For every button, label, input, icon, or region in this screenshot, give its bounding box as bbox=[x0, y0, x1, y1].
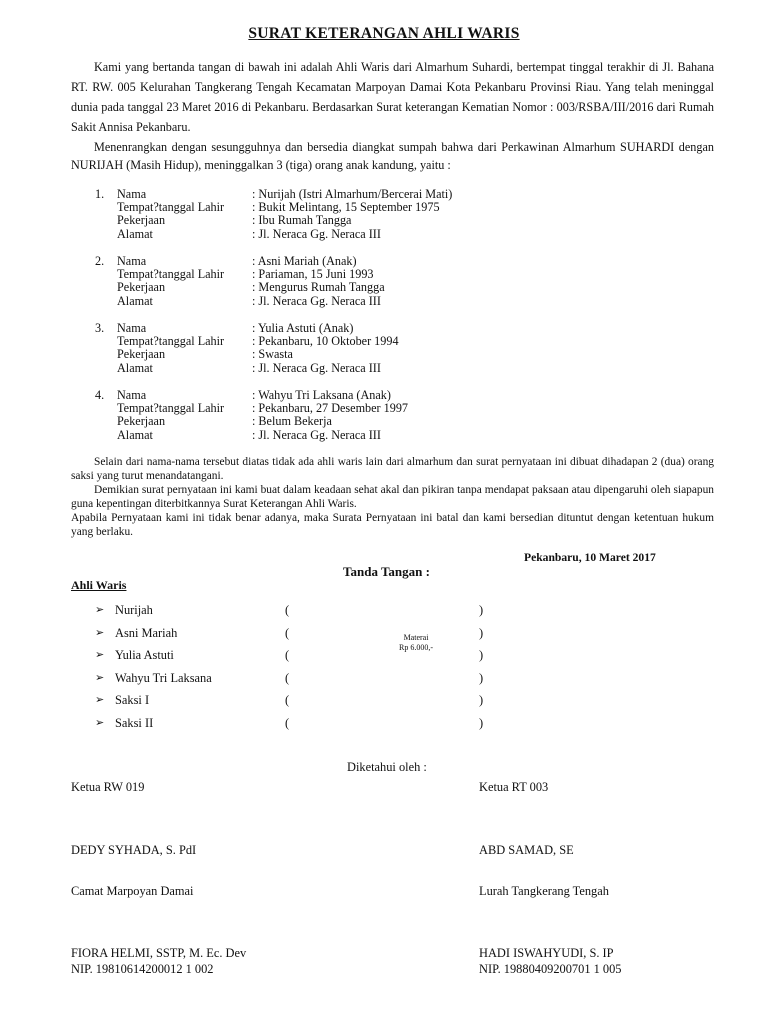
signature-open-paren: ( bbox=[285, 648, 290, 663]
heir-value-alamat: : Jl. Neraca Gg. Neraca III bbox=[252, 427, 381, 442]
signatory-name: Nurijah bbox=[115, 603, 153, 617]
signature-close-paren: ) bbox=[479, 693, 484, 708]
heir-value-pekerjaan: : Belum Bekerja bbox=[252, 414, 332, 429]
signature-open-paren: ( bbox=[285, 603, 290, 617]
heir-value-alamat: : Jl. Neraca Gg. Neraca III bbox=[252, 360, 381, 375]
lurah-title: Lurah Tangkerang Tengah bbox=[479, 884, 609, 898]
lurah-name: HADI ISWAHYUDI, S. IP bbox=[479, 946, 614, 960]
heir-label-ttl: Tempat?tanggal Lahir bbox=[117, 401, 225, 416]
heir-value-ttl: : Pariaman, 15 Juni 1993 bbox=[252, 267, 374, 282]
signature-open-paren: ( bbox=[285, 670, 290, 685]
stamp-duty-amount: Rp 6.000,- bbox=[399, 643, 433, 652]
rw-name: DEDY SYHADA, S. PdI bbox=[71, 843, 197, 857]
signatory-name: Wahyu Tri Laksana bbox=[115, 670, 212, 685]
heir-label-nama: Nama bbox=[117, 187, 147, 201]
signature-open-paren: ( bbox=[285, 625, 290, 640]
heir-label-ttl: Tempat?tanggal Lahir bbox=[117, 267, 225, 282]
heir-value-ttl: : Bukit Melintang, 15 September 1975 bbox=[252, 200, 440, 215]
document-title: SURAT KETERANGAN AHLI WARIS bbox=[248, 25, 520, 42]
heir-value-pekerjaan: : Ibu Rumah Tangga bbox=[252, 213, 352, 228]
statement-paragraph: Menenrangkan dengan sesungguhnya dan bersedia diangkat sumpah bahwa dari Perkawinan Almarhum SUHARDI dengan NURIJAH (Masih Hidup), meninggalkan 3 (tiga) orang anak kandung, yaitu : bbox=[71, 140, 714, 172]
signature-open-paren: ( bbox=[285, 693, 290, 708]
heir-label-pekerjaan: Pekerjaan bbox=[117, 280, 166, 295]
heir-number: 1. bbox=[95, 187, 105, 201]
heir-value-nama: : Asni Mariah (Anak) bbox=[252, 254, 357, 268]
camat-name: FIORA HELMI, SSTP, M. Ec. Dev bbox=[71, 946, 247, 960]
signature-close-paren: ) bbox=[479, 715, 484, 730]
heir-value-ttl: : Pekanbaru, 27 Desember 1997 bbox=[252, 401, 409, 416]
lurah-nip: NIP. 19880409200701 1 005 bbox=[479, 962, 622, 976]
heir-label-alamat: Alamat bbox=[117, 293, 153, 308]
heir-label-alamat: Alamat bbox=[117, 226, 153, 241]
camat-nip: NIP. 19810614200012 1 002 bbox=[71, 962, 214, 976]
acknowledged-label: Diketahui oleh : bbox=[347, 760, 427, 774]
heir-value-pekerjaan: : Mengurus Rumah Tangga bbox=[252, 280, 385, 295]
heir-label-pekerjaan: Pekerjaan bbox=[117, 414, 166, 429]
arrow-bullet-icon: ➢ bbox=[95, 604, 105, 616]
heir-number: 4. bbox=[95, 388, 105, 402]
stamp-duty-label bbox=[393, 633, 439, 653]
signature-close-paren: ) bbox=[479, 603, 484, 617]
heir-label-ttl: Tempat?tanggal Lahir bbox=[117, 200, 225, 215]
arrow-bullet-icon: ➢ bbox=[95, 671, 105, 684]
signature-close-paren: ) bbox=[479, 648, 484, 663]
arrow-bullet-icon: ➢ bbox=[95, 694, 105, 707]
closing-paragraph-3: Apabila Pernyataan kami ini tidak benar adanya, maka Surata Pernyataan ini batal dan kami bersedian dituntut dengan ketentuan hukum yang berlaku. bbox=[71, 512, 714, 538]
heir-label-nama: Nama bbox=[117, 388, 147, 402]
signature-close-paren: ) bbox=[479, 625, 484, 640]
heir-value-ttl: : Pekanbaru, 10 Oktober 1994 bbox=[252, 334, 399, 349]
heirs-heading: Ahli Waris bbox=[71, 578, 127, 592]
signatory-name: Asni Mariah bbox=[115, 625, 178, 640]
signature-open-paren: ( bbox=[285, 715, 290, 730]
heir-label-nama: Nama bbox=[117, 321, 147, 335]
signatory-name: Saksi I bbox=[115, 693, 150, 708]
heir-label-pekerjaan: Pekerjaan bbox=[117, 347, 166, 362]
heir-label-pekerjaan: Pekerjaan bbox=[117, 213, 166, 228]
signature-heading: Tanda Tangan : bbox=[343, 564, 430, 579]
arrow-bullet-icon: ➢ bbox=[95, 649, 105, 662]
place-date: Pekanbaru, 10 Maret 2017 bbox=[524, 551, 656, 564]
heir-value-alamat: : Jl. Neraca Gg. Neraca III bbox=[252, 293, 381, 308]
signatory-name: Yulia Astuti bbox=[115, 648, 174, 663]
rw-title: Ketua RW 019 bbox=[71, 780, 145, 794]
heir-number: 2. bbox=[95, 254, 105, 268]
signatory-name: Saksi II bbox=[115, 715, 154, 730]
stamp-duty-title: Materai bbox=[403, 633, 429, 642]
closing-paragraph-2: Demikian surat pernyataan ini kami buat dalam keadaan sehat akal dan pikiran tanpa mendapat paksaan atau dipengaruhi oleh siapapun guna kepentingan diterbitkannya Surat Keterangan Ahli Waris. bbox=[71, 484, 714, 510]
camat-title: Camat Marpoyan Damai bbox=[71, 884, 194, 898]
intro-paragraph: Kami yang bertanda tangan di bawah ini adalah Ahli Waris dari Almarhum Suhardi, bertempat tinggal terakhir di Jl. Bahana RT. RW. 005 Kelurahan Tangkerang Tengah Kecamatan Marpoyan Damai Kota Pekanbaru Provinsi Riau. Yang telah meninggal dunia pada tanggal 23 Maret 2016 di Pekanbaru. Berdasarkan Surat keterangan Kematian Nomor : 003/RSBA/III/2016 dari Rumah Sakit Annisa Pekanbaru. bbox=[71, 60, 714, 134]
heir-value-nama: : Yulia Astuti (Anak) bbox=[252, 321, 354, 335]
arrow-bullet-icon: ➢ bbox=[95, 716, 105, 729]
heir-value-pekerjaan: : Swasta bbox=[252, 347, 293, 362]
closing-paragraph-1: Selain dari nama-nama tersebut diatas tidak ada ahli waris lain dari almarhum dan surat pernyataan ini dibuat dihadapan 2 (dua) orang saksi yang turut menandatangani. bbox=[71, 456, 714, 482]
rt-title: Ketua RT 003 bbox=[479, 780, 549, 794]
signature-close-paren: ) bbox=[479, 670, 484, 685]
heir-value-alamat: : Jl. Neraca Gg. Neraca III bbox=[252, 226, 381, 241]
heir-value-nama: : Wahyu Tri Laksana (Anak) bbox=[252, 388, 391, 402]
heir-label-nama: Nama bbox=[117, 254, 147, 268]
heir-label-alamat: Alamat bbox=[117, 360, 153, 375]
heir-number: 3. bbox=[95, 321, 105, 335]
arrow-bullet-icon: ➢ bbox=[95, 626, 105, 639]
rt-name: ABD SAMAD, SE bbox=[479, 843, 574, 857]
heir-value-nama: : Nurijah (Istri Almarhum/Bercerai Mati) bbox=[252, 187, 453, 201]
heir-label-ttl: Tempat?tanggal Lahir bbox=[117, 334, 225, 349]
heir-label-alamat: Alamat bbox=[117, 427, 153, 442]
